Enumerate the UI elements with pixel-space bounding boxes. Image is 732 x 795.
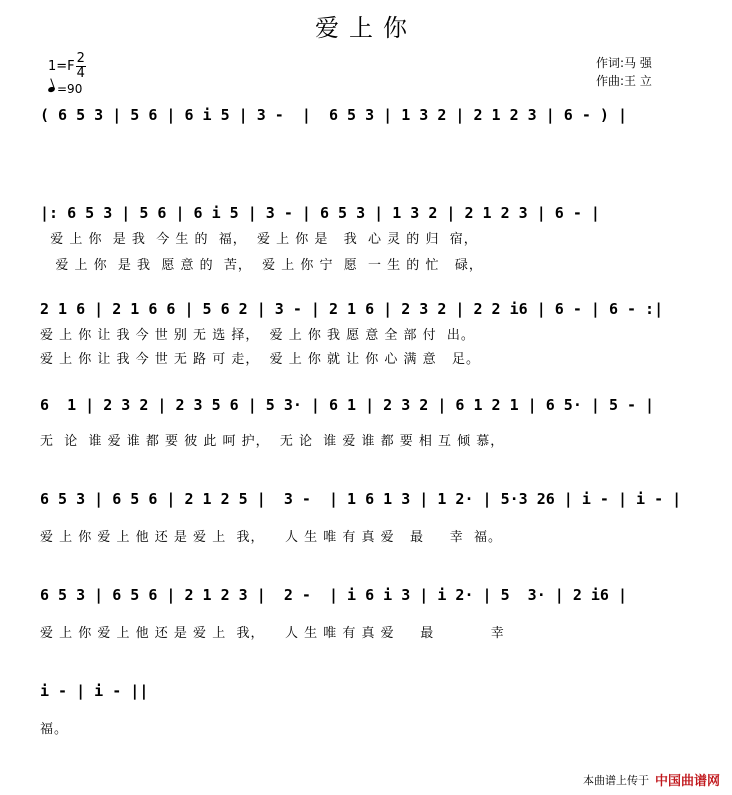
lyric-line: 爱 上 你 爱 上 他 还 是 爱 上 我， 人 生 唯 有 真 爱 最 幸 福。 [40, 530, 502, 545]
song-title: 爱上你 [315, 14, 417, 42]
score-row-1 [40, 200, 700, 280]
tempo-marking [48, 82, 82, 96]
time-sig-denominator: 4 [76, 66, 85, 81]
score-row-4 [40, 486, 700, 546]
footer-text: 本曲谱上传于 [582, 773, 649, 787]
credits [596, 54, 652, 90]
site-logo[interactable]: 中国曲谱网 [654, 774, 720, 789]
footer [583, 770, 720, 789]
lyric-line: 爱 上 你 爱 上 他 还 是 爱 上 我， 人 生 唯 有 真 爱 最 幸 [40, 626, 505, 641]
lyric-line: 爱 上 你 让 我 今 世 无 路 可 走， 爱 上 你 就 让 你 心 满 意 足。 [40, 352, 481, 367]
lyric-line: 爱 上 你 让 我 今 世 别 无 选 择， 爱 上 你 我 愿 意 全 部 付 出。 [40, 328, 475, 343]
score-row-6 [40, 678, 700, 738]
notation-line: ( 6 5 3 | 5 6 | 6 i 5 | 3 - | 6 5 3 | 1 3 2 | 2 1 2 3 | 6 - ) | [40, 106, 627, 124]
score-row-3 [40, 392, 700, 452]
time-sig-numerator: 2 [76, 51, 85, 66]
lyric-line: 福。 [40, 722, 69, 737]
key-signature [48, 52, 86, 81]
notation-line: 6 1 | 2 3 2 | 2 3 5 6 | 5 3· | 6 1 | 2 3 2 | 6 1 2 1 | 6 5· | 5 - | [40, 396, 655, 414]
lyric-line: 爱 上 你 是 我 今 生 的 福， 爱 上 你 是 我 心 灵 的 归 宿， [40, 232, 478, 247]
notation-line: i - | i - || [40, 682, 149, 700]
lyric-line: 无 论 谁 爱 谁 都 要 彼 此 呵 护， 无 论 谁 爱 谁 都 要 相 互 倾 慕， [40, 434, 505, 449]
time-signature [76, 52, 86, 81]
score-row-intro [40, 102, 700, 132]
notation-line: 6 5 3 | 6 5 6 | 2 1 2 3 | 2 - | i 6 i 3 | i 2· | 5 3· | 2 i6 | [40, 586, 627, 604]
notation-line: 6 5 3 | 6 5 6 | 2 1 2 5 | 3 - | 1 6 1 3 | 1 2· | 5·3 26 | i - | i - | [40, 490, 682, 508]
composer: 作曲:王 立 [596, 74, 652, 88]
score-row-5 [40, 582, 700, 642]
lyric-line: 爱 上 你 是 我 愿 意 的 苦， 爱 上 你 宁 愿 一 生 的 忙 碌， [40, 258, 483, 273]
notation-line: 2 1 6 | 2 1 6 6 | 5 6 2 | 3 - | 2 1 6 | 2 3 2 | 2 2 i6 | 6 - | 6 - :| [40, 300, 664, 318]
lyricist: 作词:马 强 [596, 56, 652, 70]
tempo-value: =90 [57, 82, 83, 96]
key-label: 1=F [48, 59, 75, 74]
quarter-note-icon [47, 85, 55, 92]
notation-line: |: 6 5 3 | 5 6 | 6 i 5 | 3 - | 6 5 3 | 1 3 2 | 2 1 2 3 | 6 - | [40, 204, 600, 222]
score-row-2 [40, 296, 700, 376]
